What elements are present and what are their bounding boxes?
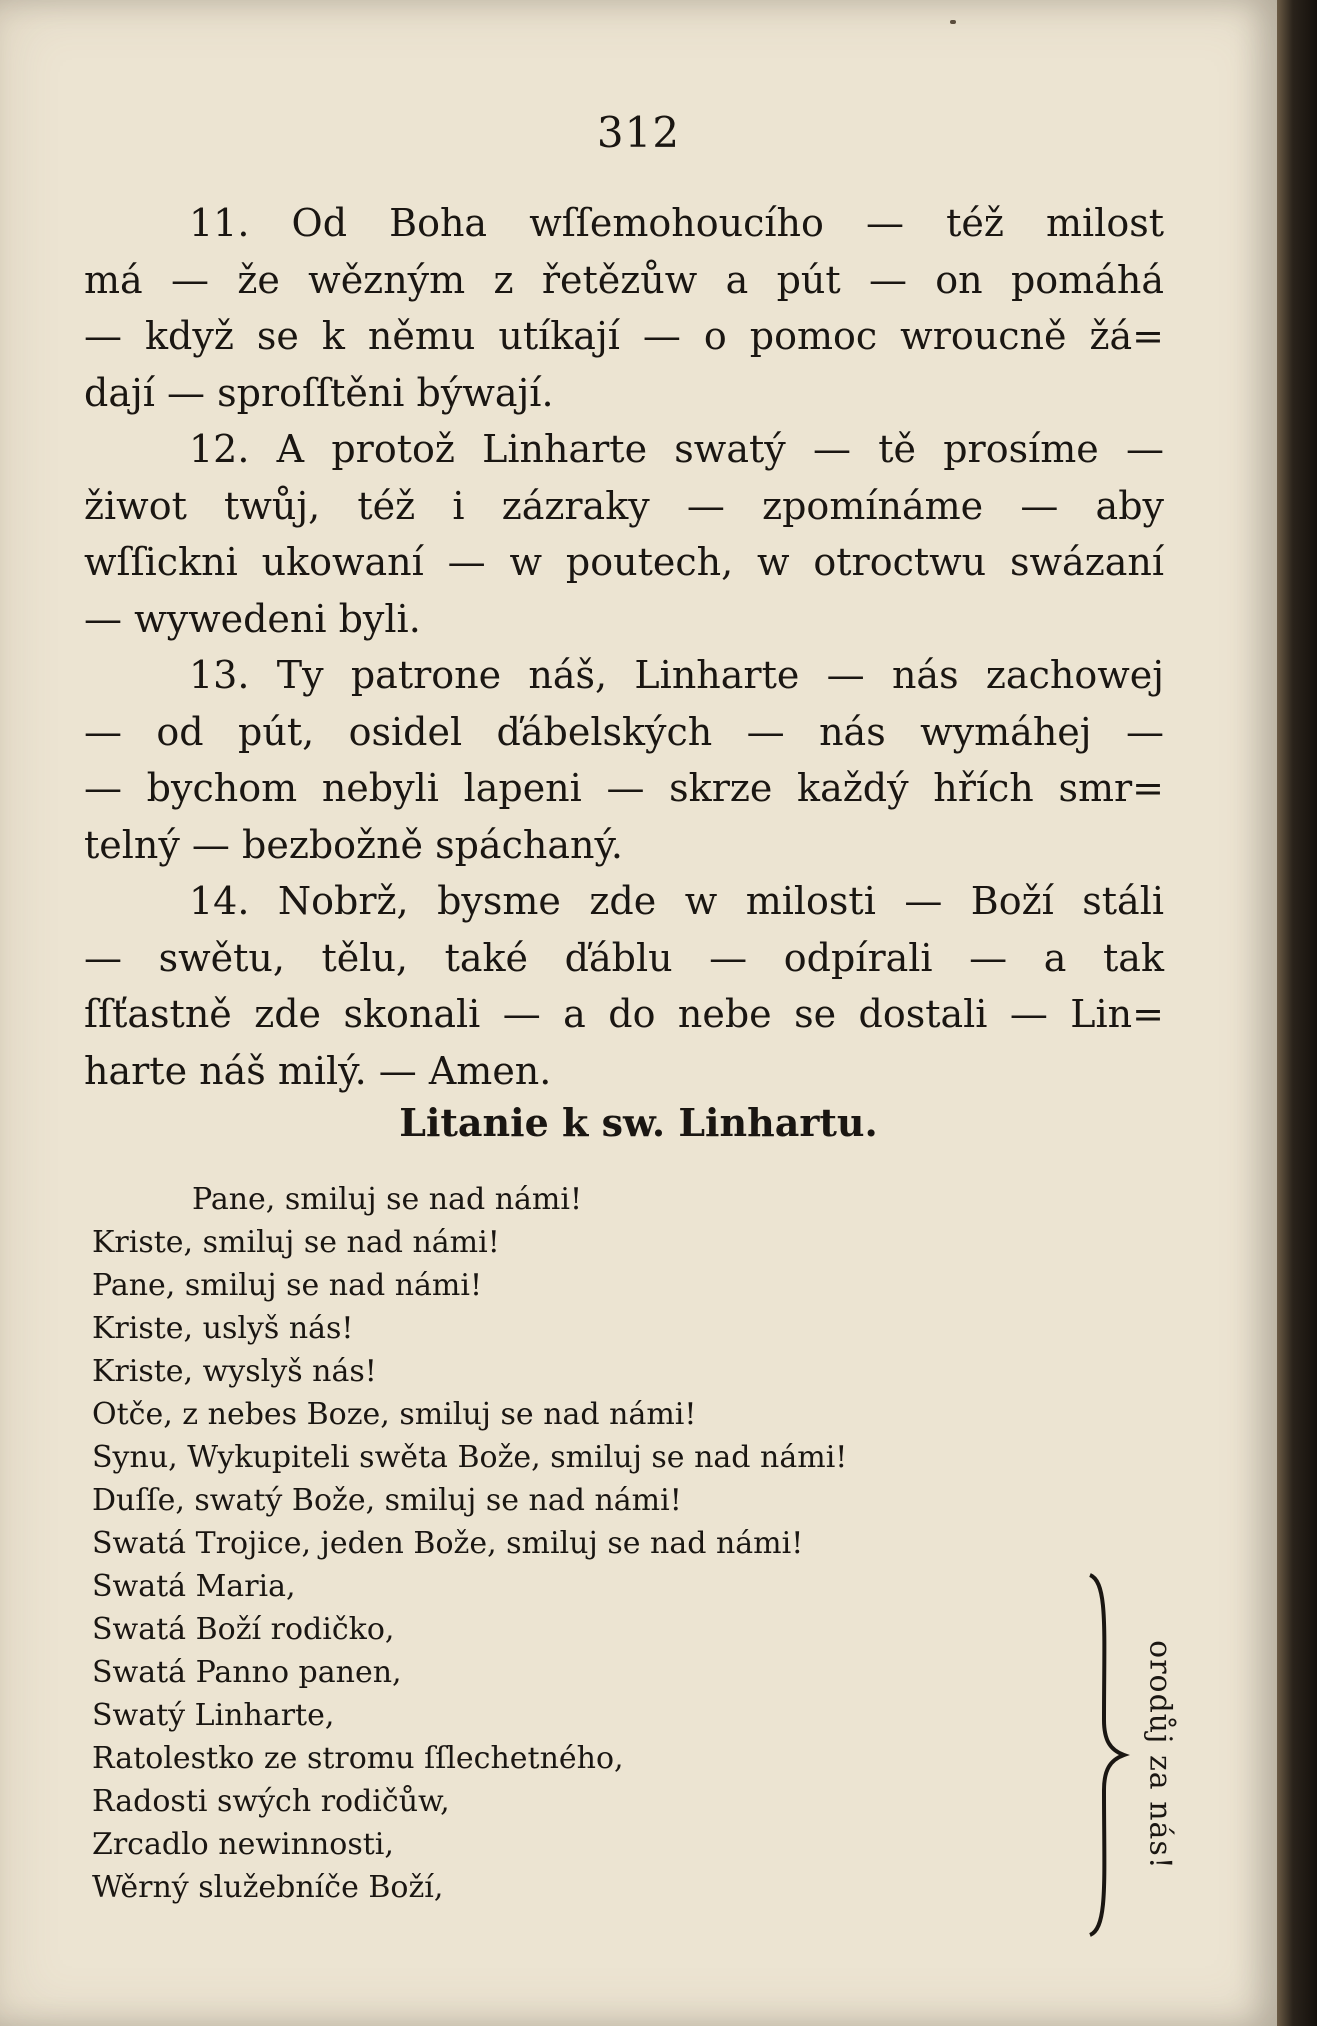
text-line: 13. Ty patrone náš, Linharte — nás zachowej	[189, 653, 1164, 697]
litany-list	[92, 1178, 847, 1909]
section-heading: Litanie k sw. Linhartu.	[399, 1100, 878, 1145]
litany-line: Duſſe, swatý Bože, smiluj se nad námi!	[92, 1483, 682, 1518]
litany-line: Kriste, uslyš nás!	[92, 1311, 354, 1346]
litany-line: Wěrný služebníče Boží,	[92, 1870, 444, 1905]
litany-line: Swatý Linharte,	[92, 1698, 335, 1733]
text-line: 11. Od Boha wſſemohoucího — též milost	[189, 201, 1164, 245]
litany-line: Pane, smiluj se nad námi!	[92, 1268, 482, 1303]
text-line: harte náš milý. — Amen.	[84, 1048, 552, 1093]
litany-line: Swatá Maria,	[92, 1569, 296, 1604]
litany-response: orodůj za nás!	[1142, 1640, 1178, 1870]
litany-line: Swatá Panno panen,	[92, 1655, 402, 1690]
litany-line: Swatá Boží rodičko,	[92, 1612, 395, 1647]
text-line: 12. A protož Linharte swatý — tě prosíme —	[189, 427, 1164, 471]
text-line: žiwot twůj, též i zázraky — zpomínáme — aby	[84, 483, 1164, 528]
litany-line: Ratolestko ze stromu ſſlechetného,	[92, 1741, 624, 1776]
page-number: 312	[596, 108, 681, 157]
litany-line: Radosti swých rodičůw,	[92, 1784, 450, 1819]
text-line: — bychom nebyli lapeni — skrze každý hřích smr=	[84, 766, 1164, 810]
text-line: má — že wězným z řetězůw a pút — on pomáhá	[84, 257, 1164, 302]
ink-speck	[950, 20, 956, 24]
text-line: 14. Nobrž, bysme zde w milosti — Boží stáli	[189, 879, 1164, 923]
text-line: dají — sproſſtěni býwají.	[84, 370, 554, 415]
book-binding	[1277, 0, 1317, 2026]
litany-line: Kriste, wyslyš nás!	[92, 1354, 377, 1389]
text-line: telný — bezbožně spáchaný.	[84, 822, 623, 867]
litany-line: Pane, smiluj se nad námi!	[192, 1182, 582, 1217]
litany-line: Kriste, smiluj se nad námi!	[92, 1225, 500, 1260]
text-line: — swětu, tělu, také ďáblu — odpírali — a tak	[84, 935, 1164, 980]
prayer-text	[84, 195, 1164, 1099]
litany-line: Zrcadlo newinnosti,	[92, 1827, 394, 1862]
text-line: wſſickni ukowaní — w poutech, w otroctwu swázaní	[84, 540, 1164, 584]
text-line: — od pút, osidel ďábelských — nás wymáhej —	[84, 709, 1164, 754]
curly-brace	[1080, 1570, 1130, 1940]
text-line: — wywedeni byli.	[84, 596, 421, 641]
litany-line: Swatá Trojice, jeden Bože, smiluj se nad námi!	[92, 1526, 804, 1561]
litany-line: Otče, z nebes Boze, smiluj se nad námi!	[92, 1397, 697, 1432]
text-line: — když se k němu utíkají — o pomoc wroucně žá=	[84, 314, 1164, 358]
litany-line: Synu, Wykupiteli swěta Bože, smiluj se nad námi!	[92, 1440, 848, 1475]
text-line: ſſťastně zde skonali — a do nebe se dostali — Lin=	[84, 992, 1164, 1036]
